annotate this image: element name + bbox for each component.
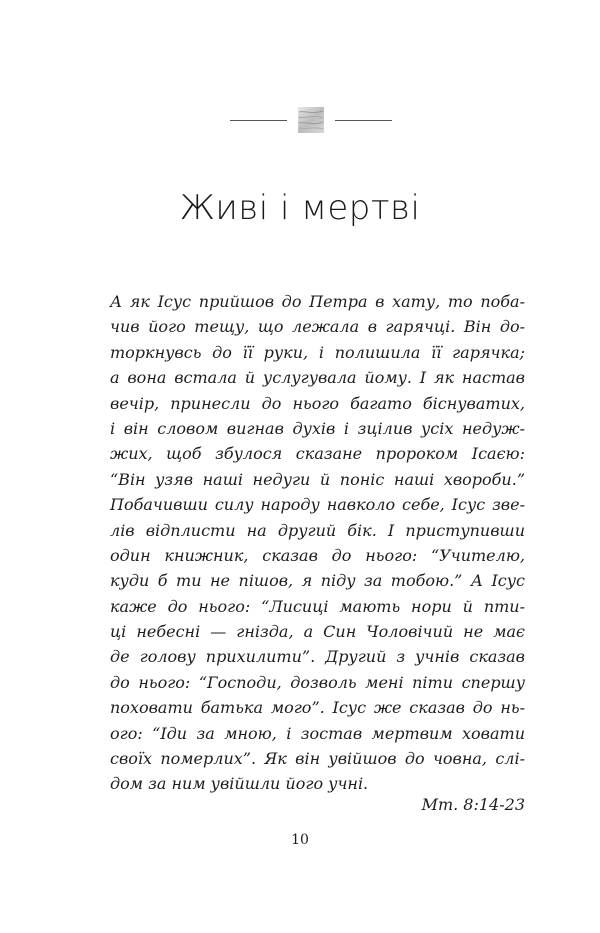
ornament-rule-left bbox=[230, 120, 287, 121]
passage-line: каже до нього: “Лисиці мають нори й пти- bbox=[110, 596, 525, 616]
chapter-ornament bbox=[230, 106, 392, 134]
scripture-reference: Мт. 8:14-23 bbox=[421, 795, 525, 814]
passage-line: поховати батька мого”. Ісус же сказав до нь- bbox=[110, 698, 525, 718]
passage-line: вечір, принесли до нього багато біснуватих, bbox=[110, 393, 525, 413]
passage-line: один книжник, сказав до нього: “Учителю, bbox=[110, 545, 525, 565]
passage-line: торкнувсь до її руки, і полишила її гарячка; bbox=[110, 342, 525, 362]
passage-line: Побачивши силу народу навколо себе, Ісус зве- bbox=[110, 495, 525, 515]
passage-line: ого: “Іди за мною, і зостав мертвим ховати bbox=[110, 723, 525, 743]
passage-line: жих, щоб збулося сказане пророком Ісаєю: bbox=[110, 444, 525, 464]
passage-line: де голову прихилити”. Другий з учнів сказав bbox=[110, 647, 525, 667]
scripture-passage bbox=[110, 289, 525, 797]
stone-tablet-icon bbox=[297, 106, 325, 134]
passage-line: “Він узяв наші недуги й поніс наші хвороби.” bbox=[110, 469, 525, 489]
page-number: 10 bbox=[291, 832, 309, 848]
passage-line: А як Ісус прийшов до Петра в хату, то поба- bbox=[110, 292, 525, 311]
passage-line: чив його тещу, що лежала в гарячці. Він до- bbox=[110, 317, 525, 337]
ornament-rule-right bbox=[335, 120, 392, 121]
passage-line: ці небесні — гнізда, а Син Чоловічий не має bbox=[110, 622, 525, 642]
passage-line: куди б ти не пішов, я піду за тобою.” А Ісус bbox=[110, 571, 525, 591]
chapter-title: Живі і мертві bbox=[179, 188, 421, 228]
passage-line: дом за ним увійшли його учні. bbox=[110, 774, 369, 794]
passage-line: і він словом вигнав духів і зцілив усіх недуж- bbox=[110, 418, 525, 438]
passage-line: а вона встала й услугувала йому. І як настав bbox=[110, 368, 525, 388]
passage-line: до нього: “Господи, дозволь мені піти спершу bbox=[110, 672, 525, 692]
passage-line: лів відплисти на другий бік. І приступивши bbox=[110, 520, 525, 540]
passage-line: своїх померлих”. Як він увійшов до човна, слі- bbox=[110, 749, 525, 769]
